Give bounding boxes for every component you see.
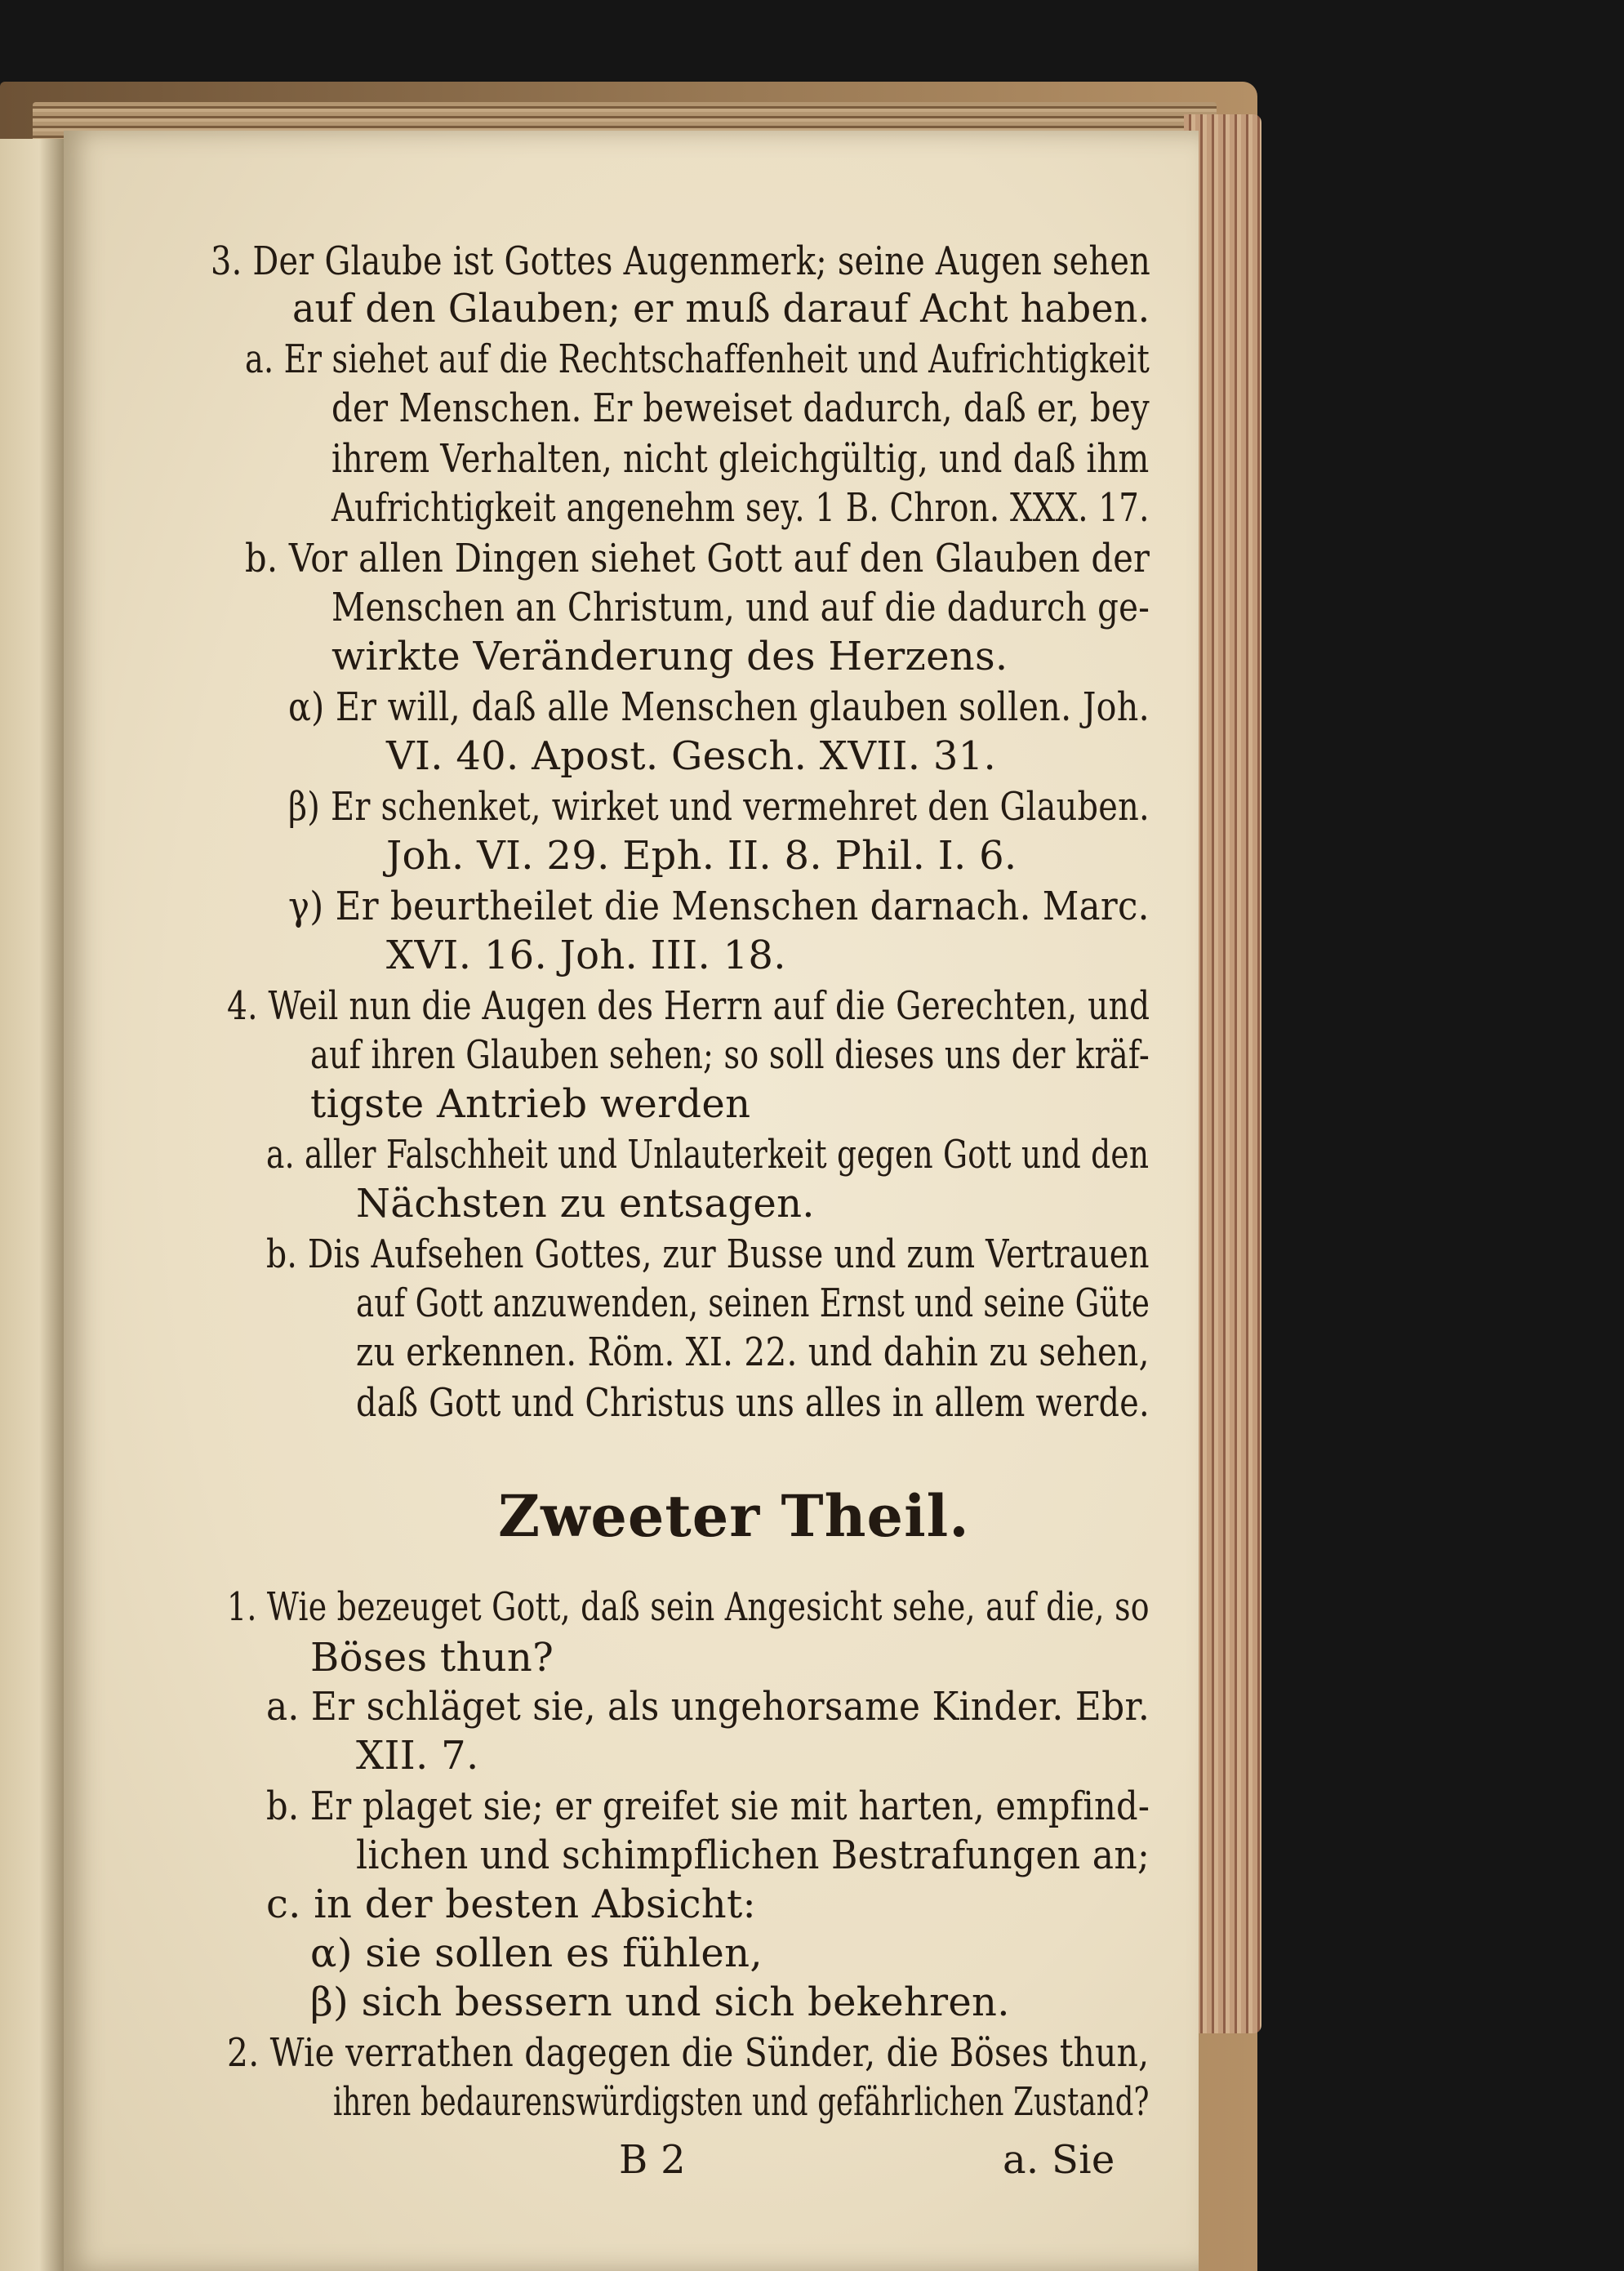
text-line: 3. Der Glaube ist Gottes Augenmerk; seine Augen sehen <box>211 238 1151 284</box>
book-page <box>64 131 1199 2271</box>
text-line: auf den Glauben; er muß darauf Acht haben. <box>292 286 1150 332</box>
text-line: ihren bedaurenswürdigsten und gefährlichen Zustand? <box>333 2079 1150 2125</box>
text-line: α) sie sollen es fühlen, <box>310 1930 763 1976</box>
text-line: b. Dis Aufsehen Gottes, zur Busse und zum Vertrauen <box>266 1231 1150 1277</box>
text-line: tigste Antrieb werden <box>310 1081 751 1127</box>
text-line: a. Er siehet auf die Rechtschaffenheit und Aufrichtigkeit <box>245 336 1150 382</box>
page-text-block <box>64 131 1199 2271</box>
text-line: b. Vor allen Dingen siehet Gott auf den Glauben der <box>245 536 1150 581</box>
text-line: β) Er schenket, wirket und vermehret den Glauben. <box>288 784 1150 830</box>
text-line: c. in der besten Absicht: <box>266 1881 757 1927</box>
text-line: der Menschen. Er beweiset dadurch, daß er, bey <box>331 385 1150 431</box>
text-line: lichen und schimpflichen Bestrafungen an; <box>356 1832 1150 1878</box>
text-line: γ) Er beurtheilet die Menschen darnach. Marc. <box>288 884 1150 929</box>
text-line: Menschen an Christum, und auf die dadurch ge- <box>331 585 1150 630</box>
text-line: zu erkennen. Röm. XI. 22. und dahin zu sehen, <box>356 1329 1150 1375</box>
text-line: ihrem Verhalten, nicht gleichgültig, und daß ihm <box>331 436 1150 482</box>
text-line: Joh. VI. 29. Eph. II. 8. Phil. I. 6. <box>386 833 1017 879</box>
text-line: daß Gott und Christus uns alles in allem werde. <box>356 1380 1150 1426</box>
text-line: XII. 7. <box>356 1733 479 1779</box>
text-line: a. aller Falschheit und Unlauterkeit gegen Gott und den <box>266 1132 1150 1178</box>
text-line: auf Gott anzuwenden, seinen Ernst und seine Güte <box>356 1280 1150 1326</box>
text-line: auf ihren Glauben sehen; so soll dieses uns der kräf- <box>310 1032 1150 1078</box>
signature-mark: B 2 <box>619 2137 686 2183</box>
text-line: β) sich bessern und sich bekehren. <box>310 1979 1010 2025</box>
text-line: Aufrichtigkeit angenehm sey. 1 B. Chron. XXX. 17. <box>331 485 1150 531</box>
text-line: 4. Weil nun die Augen des Herrn auf die Gerechten, und <box>227 983 1150 1029</box>
text-line: b. Er plaget sie; er greifet sie mit harten, empfind- <box>266 1783 1150 1829</box>
section-heading: Zweeter Theil. <box>498 1482 970 1550</box>
facing-page-edge <box>0 139 65 2271</box>
text-line: Böses thun? <box>310 1635 554 1681</box>
text-line: XVI. 16. Joh. III. 18. <box>386 933 786 978</box>
text-line: Nächsten zu entsagen. <box>356 1181 815 1227</box>
text-line: α) Er will, daß alle Menschen glauben sollen. Joh. <box>288 684 1150 730</box>
catchword: a. Sie <box>1003 2137 1115 2183</box>
text-line: 2. Wie verrathen dagegen die Sünder, die Böses thun, <box>227 2030 1150 2076</box>
text-line: wirkte Veränderung des Herzens. <box>331 634 1008 679</box>
text-line: 1. Wie bezeuget Gott, daß sein Angesicht sehe, auf die, so <box>227 1584 1150 1630</box>
text-line: VI. 40. Apost. Gesch. XVII. 31. <box>386 733 997 779</box>
text-line: a. Er schläget sie, als ungehorsame Kinder. Ebr. <box>266 1684 1150 1730</box>
